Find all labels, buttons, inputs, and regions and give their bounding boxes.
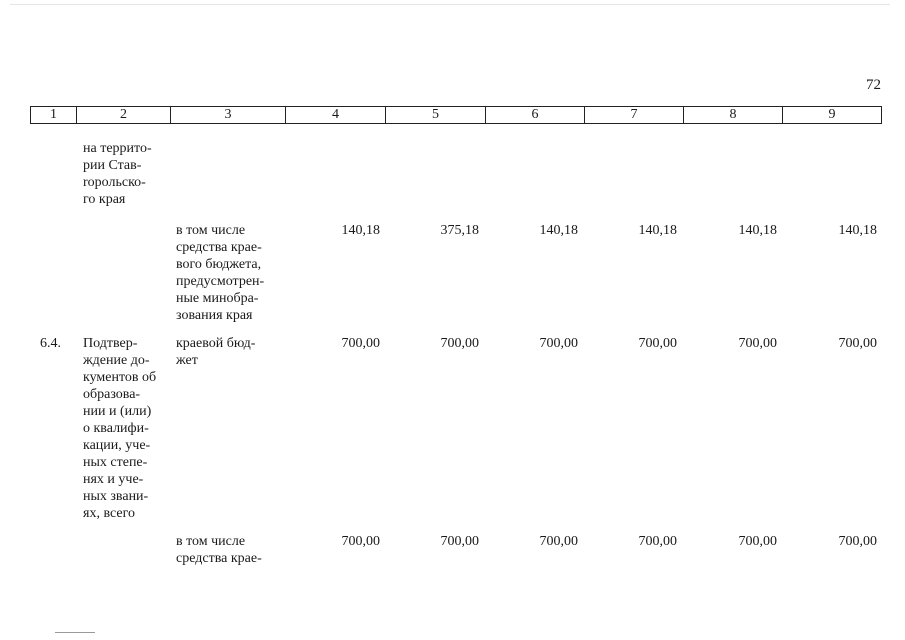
text-line: Подтвер- — [83, 336, 138, 351]
text-line: ных степе- — [83, 455, 148, 470]
row-6-4-sub-val-7: 700,00 — [638, 534, 677, 549]
row-6-4-val-5: 700,00 — [440, 336, 479, 351]
header-col-1: 1 — [31, 107, 77, 123]
text-line: предусмотрен- — [176, 274, 265, 289]
text-line: ных звани- — [83, 489, 149, 504]
text-line: ные минобра- — [176, 291, 259, 306]
row-cont-sub-val-8: 140,18 — [738, 223, 777, 238]
header-col-4: 4 — [286, 107, 386, 123]
row-6-4-sub-val-4: 700,00 — [341, 534, 380, 549]
table-header-row — [30, 106, 882, 124]
text-line: зования края — [176, 308, 253, 323]
header-col-8: 8 — [684, 107, 783, 123]
text-line: краевой бюд- — [176, 336, 256, 351]
row-6-4-sub-val-5: 700,00 — [440, 534, 479, 549]
header-col-7: 7 — [585, 107, 684, 123]
header-col-2: 2 — [77, 107, 171, 123]
row-cont-sub-val-5: 375,18 — [440, 223, 479, 238]
row-6-4-sub-col3 — [176, 533, 279, 567]
row-6-4-number: 6.4. — [40, 336, 61, 351]
row-cont-col2 — [83, 140, 163, 208]
row-6-4-col2 — [83, 335, 163, 522]
text-line: вого бюджета, — [176, 257, 262, 272]
text-line: рии Став- — [83, 158, 142, 173]
page-number: 72 — [866, 77, 881, 93]
row-6-4-val-8: 700,00 — [738, 336, 777, 351]
row-cont-sub-val-9: 140,18 — [838, 223, 877, 238]
row-cont-sub-col3 — [176, 222, 279, 324]
text-line: образова- — [83, 387, 141, 402]
text-line: в том числе — [176, 223, 246, 238]
row-cont-sub-val-4: 140,18 — [341, 223, 380, 238]
header-col-9: 9 — [828, 107, 836, 122]
text-line: жет — [176, 353, 198, 368]
row-6-4-sub-val-8: 700,00 — [738, 534, 777, 549]
row-6-4-sub-val-6: 700,00 — [539, 534, 578, 549]
text-line: ropольско- — [83, 175, 146, 190]
text-line: ях, всего — [83, 506, 135, 521]
text-line: го края — [83, 192, 126, 207]
row-6-4-val-9: 700,00 — [838, 336, 877, 351]
text-line: о квалифи- — [83, 421, 149, 436]
scan-artifact-top — [10, 4, 890, 5]
text-line: кации, уче- — [83, 438, 151, 453]
header-col-3: 3 — [171, 107, 286, 123]
text-line: кументов об — [83, 370, 157, 385]
text-line: нии и (или) — [83, 404, 152, 419]
text-line: средства крае- — [176, 551, 262, 566]
scan-artifact-bottom — [55, 632, 95, 633]
row-6-4-val-7: 700,00 — [638, 336, 677, 351]
row-6-4-val-6: 700,00 — [539, 336, 578, 351]
row-cont-sub-val-7: 140,18 — [638, 223, 677, 238]
header-col-5: 5 — [386, 107, 486, 123]
row-cont-sub-val-6: 140,18 — [539, 223, 578, 238]
text-line: ждение до- — [83, 353, 150, 368]
row-6-4-sub-val-9: 700,00 — [838, 534, 877, 549]
text-line: средства крае- — [176, 240, 262, 255]
row-6-4-val-4: 700,00 — [341, 336, 380, 351]
row-6-4-col3 — [176, 335, 279, 369]
text-line: на террито- — [83, 141, 152, 156]
text-line: в том числе — [176, 534, 246, 549]
text-line: нях и уче- — [83, 472, 144, 487]
header-col-6: 6 — [486, 107, 585, 123]
